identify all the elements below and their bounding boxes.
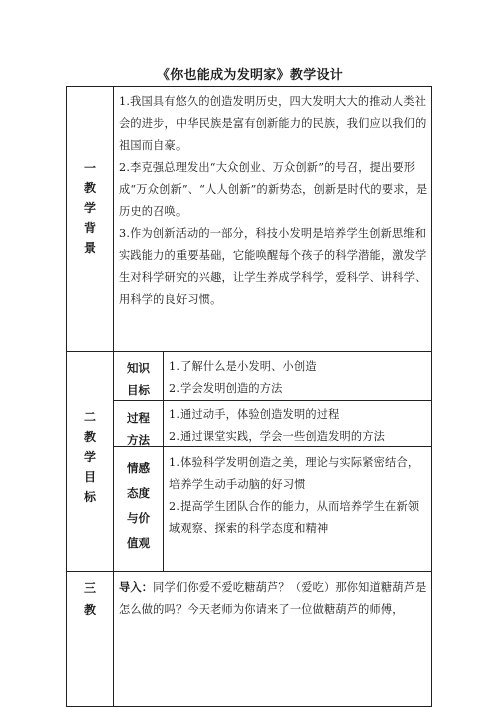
objective-label-knowledge: 知识 目标 (127, 361, 150, 397)
objective-knowledge-content (169, 356, 429, 400)
section-label-objectives: 二 教 学 目 标 (83, 410, 96, 504)
objective-process-content (169, 404, 429, 448)
background-content (119, 91, 428, 311)
section-divider (67, 351, 432, 352)
objective-item: 2.学会发明创造的方法 (169, 382, 283, 395)
objective-item: 2.通过课堂实践，学会一些创造发明的方法 (169, 430, 386, 443)
objective-label-process: 过程 方法 (127, 411, 150, 447)
intro-label: 导入： (119, 580, 154, 594)
lesson-plan-table (66, 86, 432, 707)
objective-item: 1.通过动手，体验创造发明的过程 (169, 408, 340, 421)
section-label-background: 一 教 学 背 景 (83, 161, 96, 255)
column-divider (163, 351, 164, 571)
section-divider (67, 571, 432, 572)
objective-label-attitude: 情感 态度 与价 值观 (127, 461, 150, 550)
paragraph: 2.李克强总理发出“大众创业、万众创新”的号召，提出要形成“万众创新”、“人人创新”的新势态，创新是时代的要求，是历史的召唤。 (119, 161, 428, 218)
intro-text: 同学们你爱不爱吃糖葫芦？（爱吃）那你知道糖葫芦是怎么做的吗？今天老师为你请来了一位做糖葫芦的师傅， (119, 581, 427, 616)
objective-attitude-content (169, 452, 429, 540)
objective-item: 1.体验科学发明创造之美，理论与实际紧密结合，培养学生动手动脑的好习惯 (169, 456, 420, 491)
paragraph: 1.我国具有悠久的创造发明历史，四大发明大大的推动人类社会的进步，中华民族是富有创新能力的民族，我们应以我们的祖国而自豪。 (119, 95, 427, 152)
paragraph: 3.作为创新活动的一部分，科技小发明是培养学生创新思维和实践能力的重要基础，它能唤醒每个孩子的科学潜能，激发学生对科学研究的兴趣，让学生养成学科学，爱科学、讲科学、用科学的良好习惯。 (119, 227, 427, 306)
objective-item: 1.了解什么是小发明、小创造 (169, 360, 317, 373)
document-title: 《你也能成为发明家》教学设计 (156, 68, 344, 83)
objective-item: 2.提高学生团队合作的能力，从而培养学生在新领域观察、探索的科学态度和精神 (169, 500, 420, 535)
teaching-process-content (119, 576, 428, 621)
section-label-process: 三 教 (83, 581, 96, 617)
intro-paragraph (119, 576, 428, 621)
